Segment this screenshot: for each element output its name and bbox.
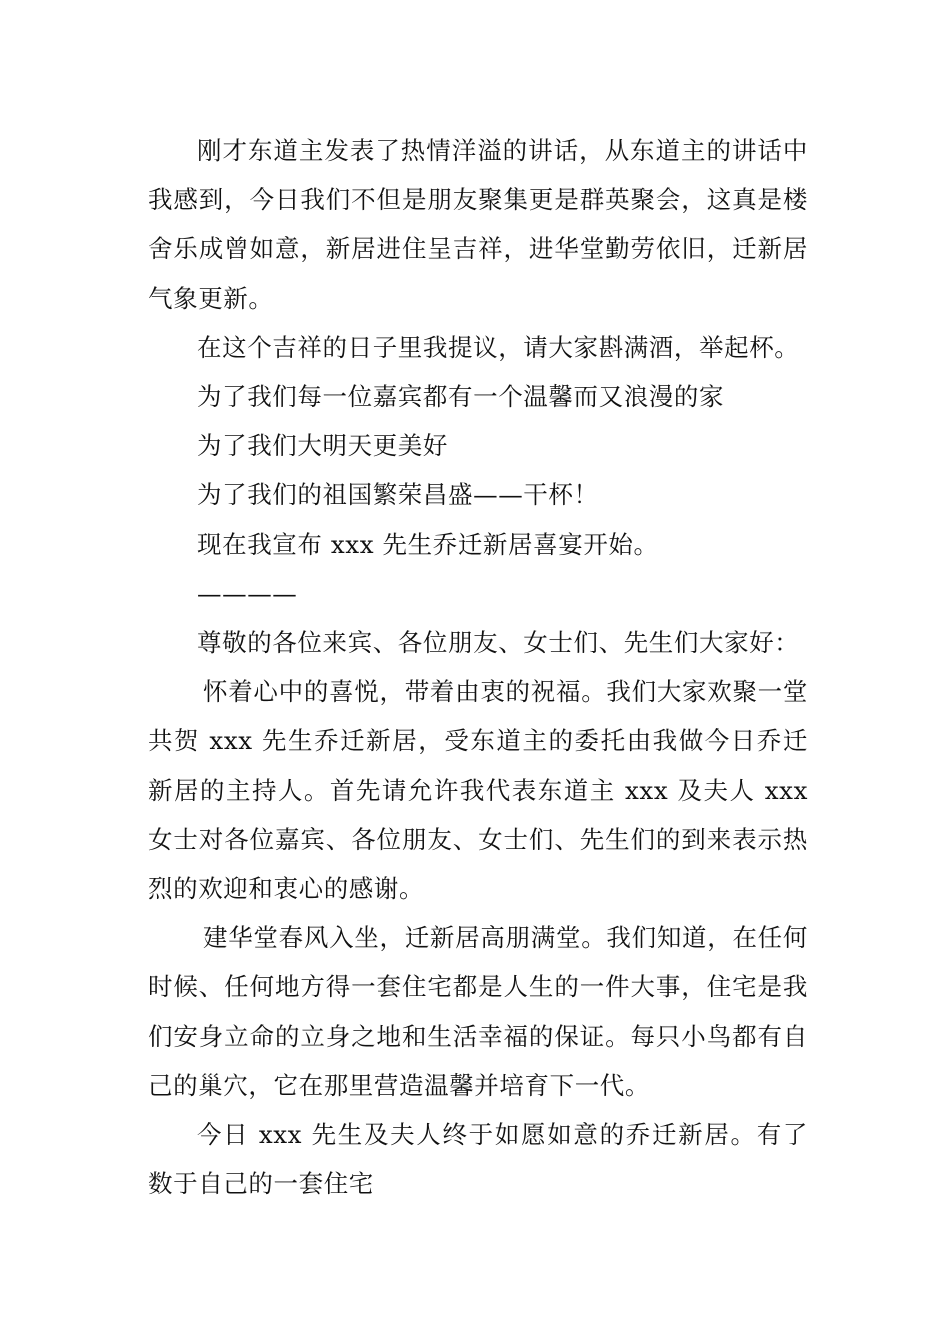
- paragraph-toast-line-3: 为了我们的祖国繁荣昌盛——干杯！: [197, 480, 599, 510]
- paragraph-housewarming: 建华堂春风入坐，迁新居高朋满堂。我们知道，在任何时候、任何地方得一套住宅都是人生的一件大事，住宅是我们安身立命的立身之地和生活幸福的保证。每只小鸟都有自己的巢穴，它在那里营造温馨并培育下一代。: [148, 923, 808, 1100]
- paragraph-host-speech: 刚才东道主发表了热情洋溢的讲话，从东道主的讲话中我感到，今日我们不但是朋友聚集更是群英聚会，这真是楼舍乐成曾如意，新居进住呈吉祥，进华堂勤劳依旧，迁新居气象更新。: [148, 136, 808, 313]
- paragraph-toast-line-2: 为了我们大明天更美好: [197, 431, 448, 461]
- document-body: [148, 126, 808, 1208]
- section-divider: ————: [197, 578, 298, 608]
- paragraph-toast-proposal: 在这个吉祥的日子里我提议，请大家斟满酒，举起杯。: [197, 332, 800, 362]
- paragraph-toast-line-1: 为了我们每一位嘉宾都有一个温馨而又浪漫的家: [197, 382, 725, 412]
- paragraph-banquet-announcement: 现在我宣布 xxx 先生乔迁新居喜宴开始。: [197, 529, 659, 559]
- paragraph-new-home: 今日 xxx 先生及夫人终于如愿如意的乔迁新居。有了数于自己的一套住宅: [148, 1120, 808, 1199]
- paragraph-greeting: 尊敬的各位来宾、各位朋友、女士们、先生们大家好：: [197, 628, 800, 658]
- paragraph-welcome: 怀着心中的喜悦，带着由衷的祝福。我们大家欢聚一堂共贺 xxx 先生乔迁新居，受东道主的委托由我做今日乔迁新居的主持人。首先请允许我代表东道主 xxx 及夫人 xxx 女士对各位嘉宾、各位朋友、女士们、先生们的到来表示热烈的欢迎和衷心的感谢。: [148, 677, 808, 904]
